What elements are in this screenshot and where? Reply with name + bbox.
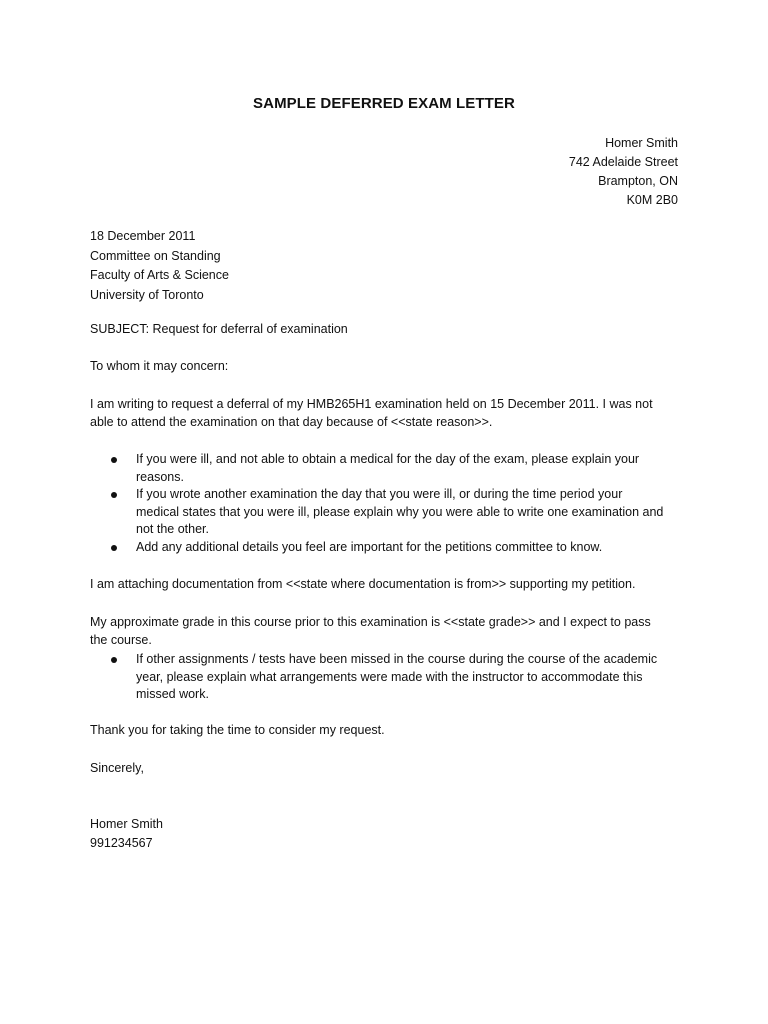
list-item [90, 486, 680, 539]
student-number: 991234567 [90, 835, 153, 850]
list-item-line: year, please explain what arrangements were made with the instructor to accommodate this [136, 669, 643, 684]
thanks-line: Thank you for taking the time to consider my request. [90, 723, 385, 737]
recipient-line: Committee on Standing [90, 248, 221, 263]
list-item-line: If other assignments / tests have been missed in the course during the course of the academic [136, 652, 658, 666]
assignment-bullet-list [90, 651, 680, 704]
bullet-icon [111, 492, 117, 498]
sender-street: 742 Adelaide Street [568, 155, 678, 169]
greeting: To whom it may concern: [90, 359, 229, 373]
list-item [90, 451, 680, 486]
sender-address [569, 134, 678, 210]
list-item-line: not the other. [136, 522, 209, 536]
signature-block [90, 815, 680, 852]
list-item [90, 539, 680, 557]
paragraph-line: able to attend the examination on that day because of <<state reason>>. [90, 414, 493, 429]
subject-line: SUBJECT: Request for deferral of examination [90, 322, 348, 336]
list-item-line: missed work. [136, 687, 209, 701]
list-item [90, 651, 680, 704]
paragraph-line: the course. [90, 632, 152, 647]
paragraph-line: My approximate grade in this course prior to this examination is <<state grade>> and I expect to pass [90, 615, 651, 629]
sender-city: Brampton, ON [598, 174, 678, 188]
reason-bullet-list [90, 451, 680, 556]
list-item-line: If you were ill, and not able to obtain a medical for the day of the exam, please explain your [136, 452, 640, 466]
recipient-line: University of Toronto [90, 287, 204, 302]
list-item-line: Add any additional details you feel are important for the petitions committee to know. [136, 539, 603, 554]
signature-name: Homer Smith [90, 817, 163, 831]
list-item-line: reasons. [136, 469, 184, 484]
bullet-icon [111, 657, 117, 663]
sender-name: Homer Smith [605, 136, 678, 150]
bullet-icon [111, 545, 117, 551]
letter-date: 18 December 2011 [90, 229, 196, 243]
paragraph-documentation: I am attaching documentation from <<state where documentation is from>> supporting my petition. [90, 577, 636, 591]
recipient-line: Faculty of Arts & Science [90, 268, 229, 282]
paragraph-line: I am writing to request a deferral of my HMB265H1 examination held on 15 December 2011. I was not [90, 397, 653, 411]
list-item-line: If you wrote another examination the day that you were ill, or during the time period your [136, 487, 623, 501]
page-title: SAMPLE DEFERRED EXAM LETTER [253, 95, 515, 112]
recipient-address [90, 227, 680, 305]
paragraph-request [90, 396, 680, 431]
list-item-line: medical states that you were ill, please explain why you were able to write one examination and [136, 504, 664, 519]
sender-postal: K0M 2B0 [626, 193, 678, 207]
paragraph-grade [90, 614, 680, 649]
bullet-icon [111, 457, 117, 463]
closing-line: Sincerely, [90, 761, 144, 775]
